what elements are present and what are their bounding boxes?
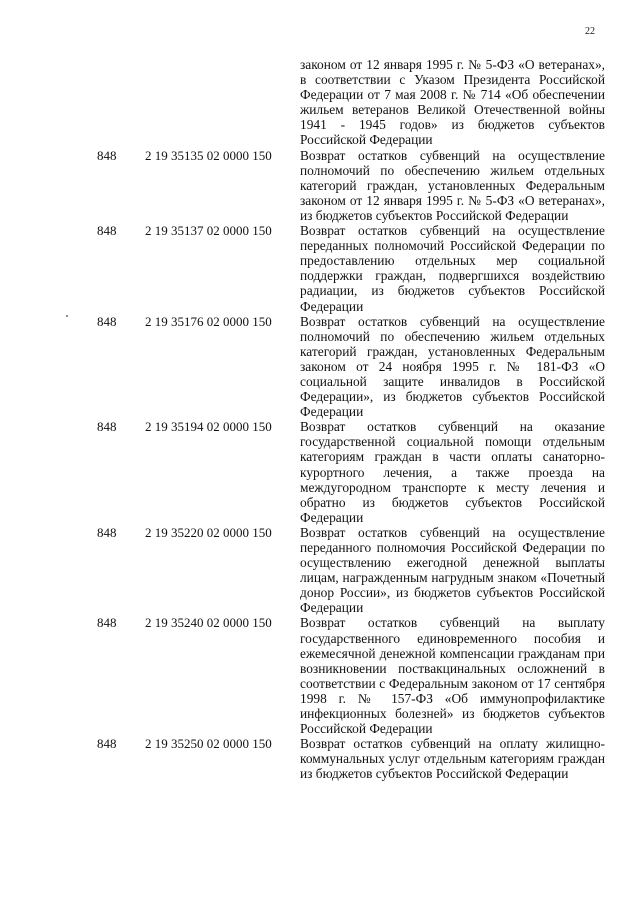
row-description: Возврат остатков субвенций на осуществление переданного полномочия Российской Федерации по осуществлению ежегодной денежной выплаты лицам, награжденным нагрудным знаком «Почетный донор России», из бюджетов субъектов Российской Федерации bbox=[300, 524, 605, 616]
kbk-code: 2 19 35137 02 0000 150 bbox=[145, 223, 272, 239]
admin-code: 848 bbox=[97, 615, 117, 631]
kbk-code: 2 19 35135 02 0000 150 bbox=[145, 147, 272, 163]
table-row bbox=[0, 148, 640, 223]
kbk-code: 2 19 35240 02 0000 150 bbox=[145, 615, 272, 631]
admin-code: 848 bbox=[97, 419, 117, 435]
table-row bbox=[0, 419, 640, 525]
page-number: 22 bbox=[585, 26, 595, 37]
row-description: законом от 12 января 1995 г. № 5-ФЗ «О ветеранах», в соответствии с Указом Президента Российской Федерации от 7 мая 2008 г. № 714 «Об обеспечении жильем ветеранов Великой Отечественной войны 1941 - 1945 годов» из бюджетов субъектов Российской Федерации bbox=[300, 57, 605, 148]
table-row bbox=[0, 314, 640, 420]
admin-code: 848 bbox=[97, 524, 117, 540]
row-description: Возврат остатков субвенций на осуществление полномочий по обеспечению жильем отдельных категорий граждан, установленных Федеральным законом от 12 января 1995 г. № 5-ФЗ «О ветеранах», из бюджетов субъектов Российской Федерации bbox=[300, 147, 605, 223]
kbk-code: 2 19 35194 02 0000 150 bbox=[145, 419, 272, 435]
admin-code: 848 bbox=[97, 313, 117, 329]
row-description: Возврат остатков субвенций на оплату жилищно-коммунальных услуг отдельным категориям граждан из бюджетов субъектов Российской Федерации bbox=[300, 736, 605, 782]
table-row bbox=[0, 223, 640, 314]
admin-code: 848 bbox=[97, 736, 117, 752]
admin-code: 848 bbox=[97, 223, 117, 239]
admin-code: 848 bbox=[97, 147, 117, 163]
row-description: Возврат остатков субвенций на оказание государственной социальной помощи отдельным категориям граждан в части оплаты санаторно-курортного лечения, а также проезда на междугородном транспорте к месту лечения и обратно из бюджетов субъектов Российской Федерации bbox=[300, 419, 605, 525]
row-description: Возврат остатков субвенций на осуществление полномочий по обеспечению жильем отдельных категорий граждан, установленных Федеральным законом от 24 ноября 1995 г. № 181-ФЗ «О социальной защите инвалидов в Российской Федерации», из бюджетов субъектов Российской Федерации bbox=[300, 313, 605, 420]
row-description: Возврат остатков субвенций на осуществление переданных полномочий Российской Федерации по предоставлению отдельных мер социальной поддержки граждан, подвергшихся воздействию радиации, из бюджетов субъектов Российской Федерации bbox=[300, 223, 605, 314]
kbk-code: 2 19 35220 02 0000 150 bbox=[145, 524, 272, 540]
kbk-code: 2 19 35176 02 0000 150 bbox=[145, 313, 272, 329]
table-row bbox=[0, 525, 640, 616]
kbk-code: 2 19 35250 02 0000 150 bbox=[145, 736, 272, 752]
budget-classification-table bbox=[0, 57, 640, 782]
table-row bbox=[0, 736, 640, 781]
table-row bbox=[0, 615, 640, 736]
row-description: Возврат остатков субвенций на выплату государственного единовременного пособия и ежемесячной денежной компенсации гражданам при возникновении поствакцинальных осложнений в соответствии с Федеральным законом от 17 сентября 1998 г. № 157-ФЗ «Об иммунопрофилактике инфекционных болезней» из бюджетов субъектов Российской Федерации bbox=[300, 615, 605, 737]
table-row bbox=[0, 57, 640, 148]
